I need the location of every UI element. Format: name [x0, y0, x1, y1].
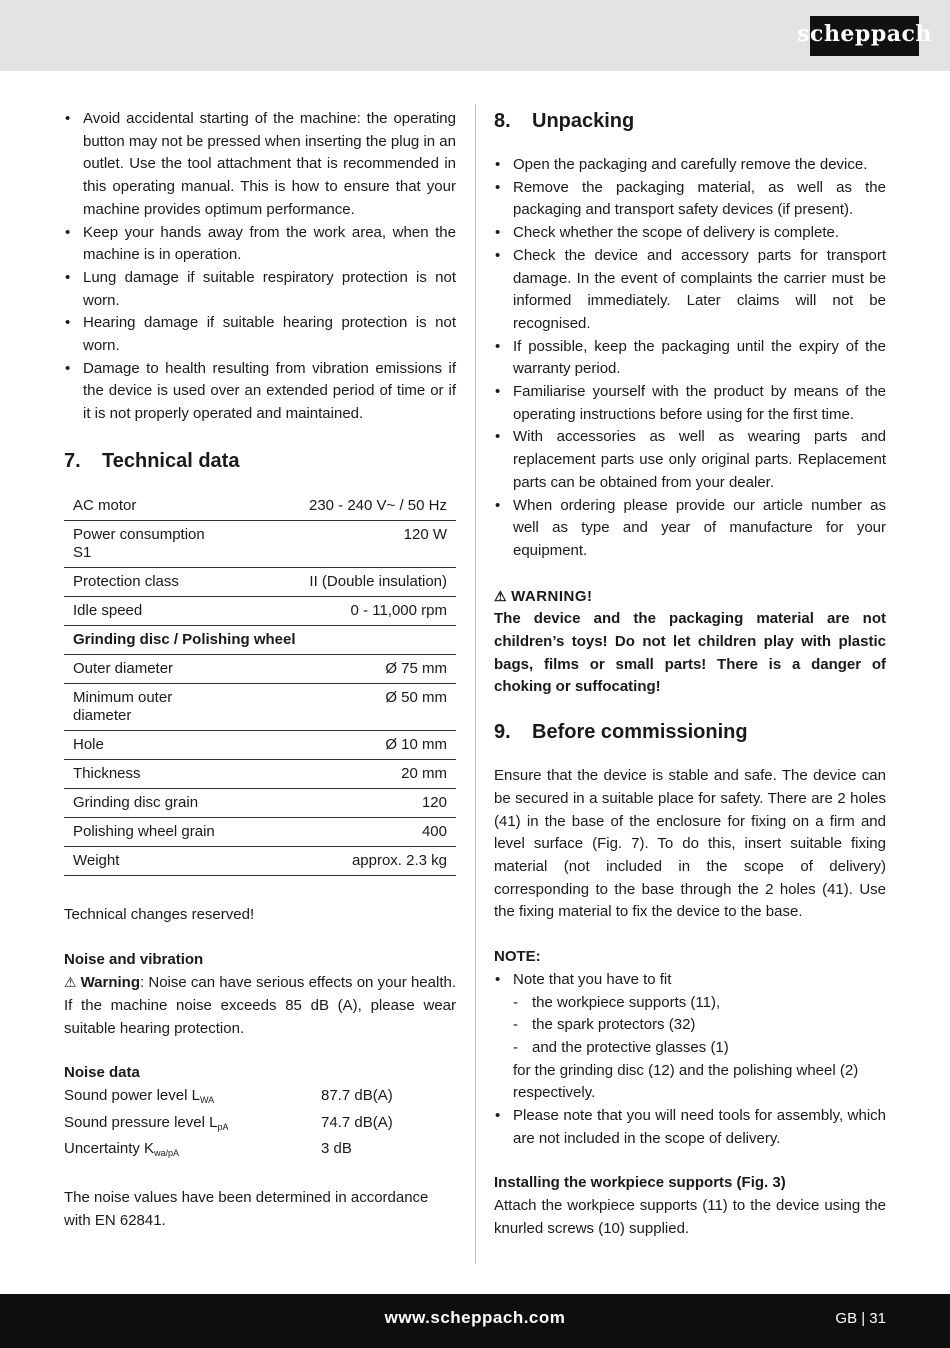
- noise-data-heading: Noise data: [64, 1064, 140, 1082]
- bullet-icon: •: [65, 268, 71, 286]
- bullet-icon: •: [495, 246, 501, 264]
- list-item: • Damage to health resulting from vibration emissions if the device is used over an extended period of time or if it is not properly operated and maintained.: [65, 359, 456, 423]
- dash-icon: -: [513, 1016, 518, 1034]
- column-divider: [475, 104, 476, 1264]
- noise-data-row: Uncertainty $K_{wa/pA}$ 3 dB: [64, 1140, 352, 1159]
- noise-footer-text: The noise values have been determined in accordance with EN 62841.: [64, 1189, 429, 1229]
- table-row: Thickness 20 mm: [64, 759, 456, 788]
- table-row: AC motor 230 - 240 V~ / 50 Hz: [64, 492, 456, 521]
- bullet-icon: •: [65, 110, 71, 127]
- list-item: • Open the packaging and carefully remove the device.: [494, 154, 886, 177]
- right-column: [494, 108, 886, 1241]
- list-item: • Avoid accidental starting of the machine: the operating button may not be pressed when inserting the plug in an outlet. Use the tool attachment that is recommended in this operating manual. This is how to ensure that your machine provides optimum performance.: [65, 110, 456, 218]
- page-footer: [0, 1294, 950, 1348]
- unpacking-bullet-list: [494, 154, 886, 563]
- bullet-icon: •: [495, 1107, 501, 1125]
- dash-icon: -: [513, 1038, 518, 1056]
- list-item: • Familiarise yourself with the product by means of the operating instructions before using for the first time.: [495, 383, 886, 423]
- table-row: Hole Ø 10 mm: [64, 730, 456, 759]
- section-7-heading: 7. Technical data: [64, 449, 240, 472]
- list-item: - the workpiece supports (11),: [513, 992, 886, 1015]
- technical-data-table: [64, 492, 456, 876]
- warning-icon: ⚠: [494, 587, 508, 604]
- table-row: Grinding disc grain 120: [64, 788, 456, 817]
- table-row: Minimum outer diameter Ø 50 mm: [64, 683, 456, 730]
- bullet-icon: •: [65, 314, 71, 332]
- noise-data-row: Sound power level $L_{WA}$ 87.7 dB(A): [64, 1087, 393, 1106]
- bullet-icon: •: [495, 970, 501, 988]
- dash-icon: -: [513, 993, 518, 1011]
- bullet-icon: •: [65, 359, 71, 377]
- install-heading: Installing the workpiece supports (Fig. 3): [494, 1174, 786, 1192]
- list-item: • Lung damage if suitable respiratory protection is not worn.: [65, 268, 456, 309]
- commissioning-text: Ensure that the device is stable and safe. The device can be secured in a suitable place for safety. There are 2 holes (41) in the base of the enclosure for fixing on a firm and level surface (Fig. 7). To do this, insert suitable fixing material (not included in the scope of delivery) corresponding to the base through the 2 holes (41). Use the fixing material to fix the device to the base.: [494, 767, 886, 921]
- list-item: • Remove the packaging material, as well as the packaging and transport safety devices (if present).: [495, 178, 886, 219]
- list-item: - the spark protectors (32): [513, 1014, 886, 1037]
- warning-title: ⚠ WARNING!: [494, 585, 886, 609]
- table-row: Polishing wheel grain 400: [64, 817, 456, 846]
- bullet-icon: •: [495, 224, 501, 242]
- list-item: • Check whether the scope of delivery is complete.: [494, 222, 886, 245]
- note-bullet-list: [494, 969, 886, 992]
- brand-logo: scheppach: [810, 16, 919, 56]
- list-item: • When ordering please provide our article number as well as type and year of manufacture for your equipment.: [495, 496, 886, 559]
- bullet-icon: •: [495, 496, 501, 514]
- bullet-icon: •: [65, 223, 71, 241]
- noise-warning: ⚠ Warning: Noise can have serious effects on your health. If the machine noise exceeds 85 dB (A), please wear suitable hearing protection.: [64, 971, 456, 1040]
- note-heading: NOTE:: [494, 948, 541, 966]
- table-row: Outer diameter Ø 75 mm: [64, 654, 456, 683]
- list-item: • Keep your hands away from the work area, when the machine is in operation.: [65, 223, 456, 264]
- website-link[interactable]: www.scheppach.com: [384, 1308, 566, 1327]
- page-number: GB | 31: [835, 1310, 886, 1327]
- noise-data-list: [64, 1085, 456, 1165]
- safety-bullet-list: [64, 108, 456, 426]
- warning-text: The device and the packaging material are not children’s toys! Do not let children play with plastic bags, films or small parts! There is a danger of choking or suffocating!: [494, 610, 886, 696]
- bullet-icon: •: [495, 428, 501, 446]
- list-item: • With accessories as well as wearing parts and replacement parts use only original parts. Replacement parts can be obtained from your dealer.: [495, 428, 886, 491]
- noise-data-row: Sound pressure level $L_{pA}$ 74.7 dB(A): [64, 1113, 393, 1132]
- note-bullet-list-2: [494, 1105, 886, 1150]
- note-dash-list: [494, 992, 886, 1060]
- table-row: Power consumption S1 120 W: [64, 520, 456, 567]
- left-column: [64, 108, 456, 1233]
- noise-heading: Noise and vibration: [64, 950, 204, 968]
- table-row: Weight approx. 2.3 kg: [64, 846, 456, 875]
- list-item: • Hearing damage if suitable hearing protection is not worn.: [65, 314, 456, 355]
- bullet-icon: •: [495, 383, 501, 401]
- technical-changes-note: Technical changes reserved!: [64, 905, 255, 923]
- list-item: • Check the device and accessory parts for transport damage. In the event of complaints the carrier must be informed immediately. Later claims will not be recognised.: [495, 246, 886, 332]
- list-item: • If possible, keep the packaging until the expiry of the warranty period.: [495, 337, 886, 378]
- table-row: Idle speed 0 - 11,000 rpm: [64, 596, 456, 625]
- table-subheading-row: Grinding disc / Polishing wheel: [64, 625, 456, 654]
- bullet-icon: •: [495, 178, 501, 196]
- bullet-icon: •: [495, 337, 501, 355]
- list-item: • Note that you have to fit: [494, 969, 886, 992]
- list-item: - and the protective glasses (1): [513, 1037, 886, 1060]
- install-text: Attach the workpiece supports (11) to the device using the knurled screws (10) supplied.: [494, 1197, 886, 1237]
- table-row: Protection class II (Double insulation): [64, 567, 456, 596]
- bullet-icon: •: [495, 156, 501, 173]
- section-8-heading: 8. Unpacking: [494, 110, 635, 132]
- list-item: • Please note that you will need tools for assembly, which are not included in the scope of delivery.: [495, 1107, 886, 1147]
- warning-icon: ⚠: [64, 974, 77, 991]
- section-9-heading: 9. Before commissioning: [494, 721, 748, 744]
- note-continuation: for the grinding disc (12) and the polishing wheel (2) respectively.: [513, 1061, 859, 1102]
